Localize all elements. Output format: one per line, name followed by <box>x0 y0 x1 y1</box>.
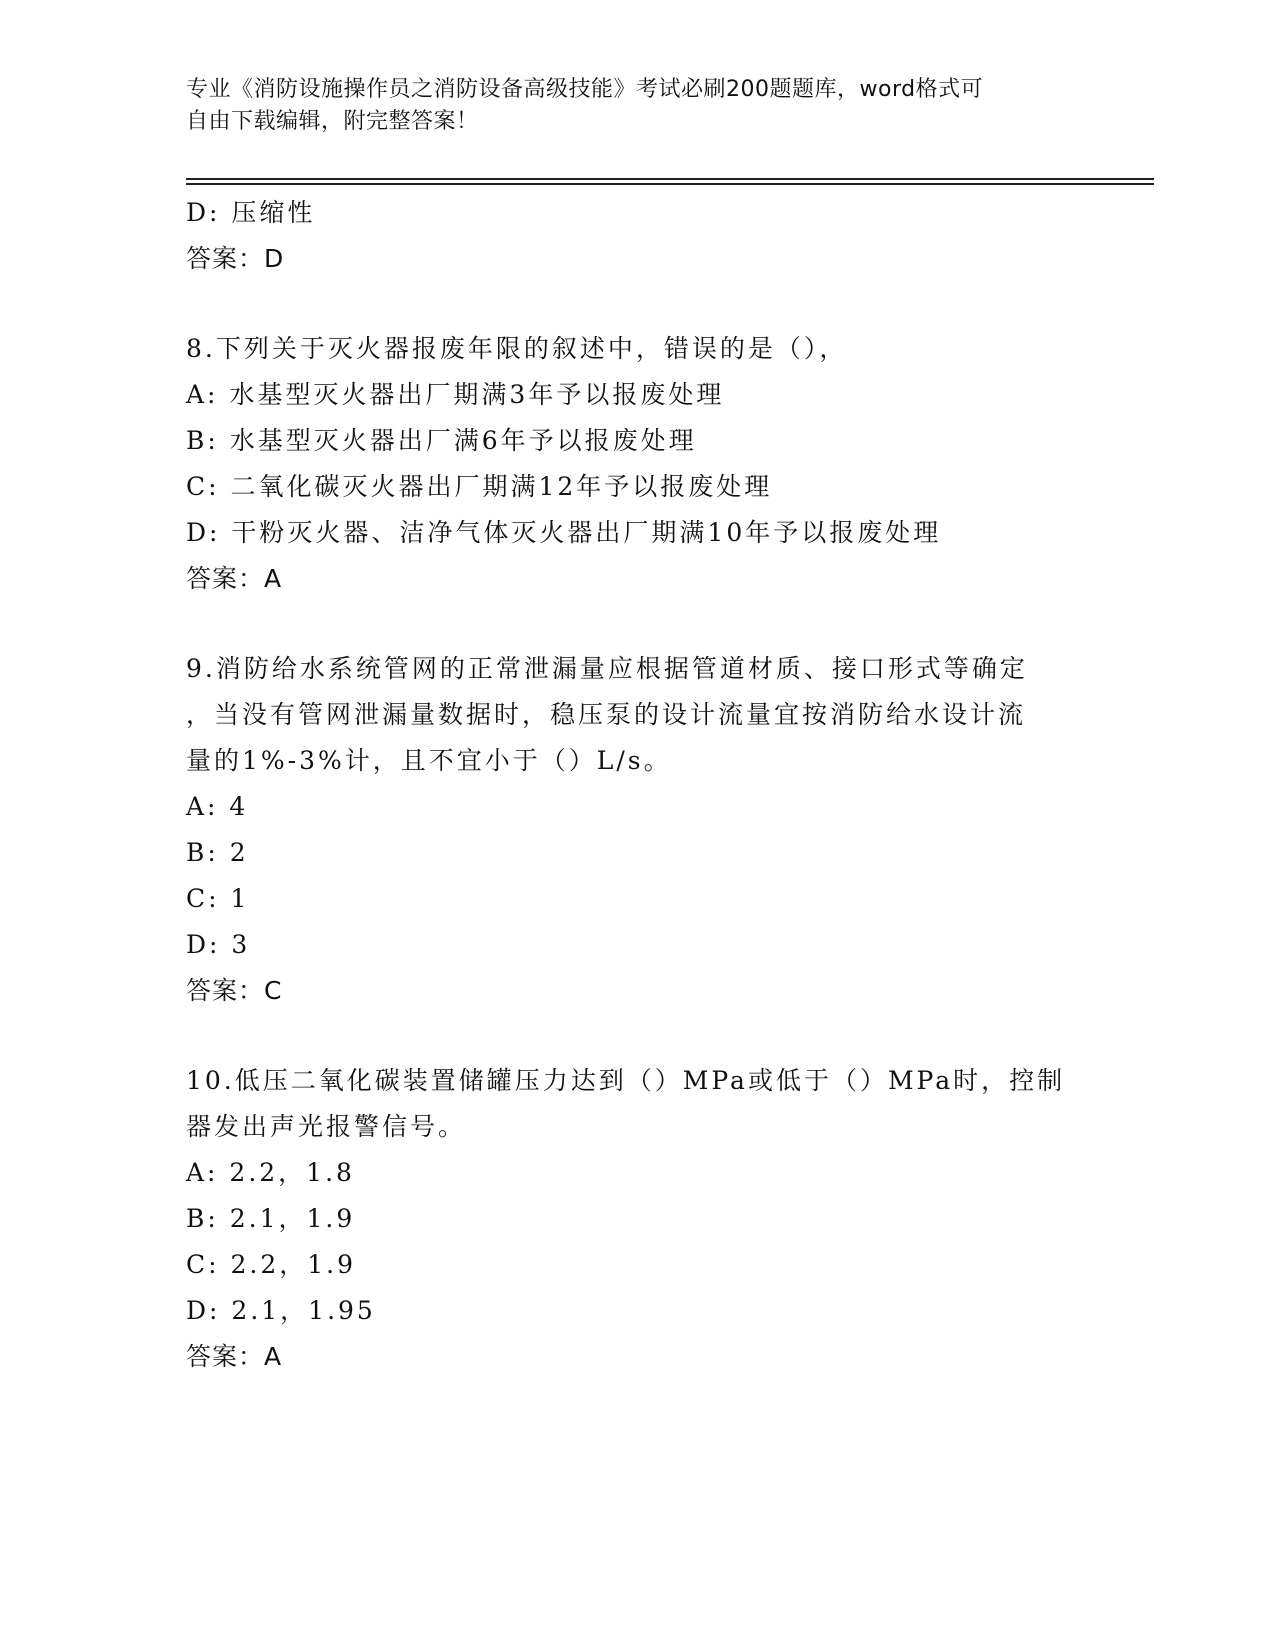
question-7-tail <box>186 190 1086 282</box>
answer-label: 答案：A <box>186 1342 283 1371</box>
question-8 <box>186 326 1086 602</box>
answer-label: 答案：C <box>186 976 283 1005</box>
option-d: D: 干粉灭火器、洁净气体灭火器出厂期满10年予以报废处理 <box>186 518 942 547</box>
option-d: D: 3 <box>186 930 251 959</box>
question-9 <box>186 646 1086 1014</box>
option-b: B: 2 <box>186 838 249 867</box>
question-stem: 8.下列关于灭火器报废年限的叙述中，错误的是（）， <box>186 334 848 363</box>
option-d: D: 2.1，1.95 <box>186 1296 376 1325</box>
option-c: C: 2.2，1.9 <box>186 1250 357 1279</box>
option-b: B: 水基型灭火器出厂满6年予以报废处理 <box>186 426 697 455</box>
option-d: D: 压缩性 <box>186 198 316 227</box>
spacer <box>186 1014 1086 1058</box>
header-line-1: 专业《消防设施操作员之消防设备高级技能》考试必刷200题题库，word格式可 <box>186 77 984 102</box>
option-a: A: 水基型灭火器出厂期满3年予以报废处理 <box>186 380 725 409</box>
question-stem-line-1: 10.低压二氧化碳装置储罐压力达到（）MPa或低于（）MPa时，控制 <box>186 1066 1066 1095</box>
header-rule-bottom <box>186 183 1154 185</box>
answer-label: 答案：A <box>186 564 283 593</box>
question-list <box>186 190 1086 1380</box>
spacer <box>186 282 1086 326</box>
question-10 <box>186 1058 1086 1380</box>
option-a: A: 4 <box>186 792 249 821</box>
spacer <box>186 602 1086 646</box>
option-a: A: 2.2，1.8 <box>186 1158 355 1187</box>
option-b: B: 2.1，1.9 <box>186 1204 356 1233</box>
question-stem-line-3: 量的1%-3%计，且不宜小于（）L/s。 <box>186 746 672 775</box>
option-c: C: 二氧化碳灭火器出厂期满12年予以报废处理 <box>186 472 773 501</box>
document-header <box>186 74 1056 138</box>
header-rule-top <box>186 178 1154 180</box>
option-c: C: 1 <box>186 884 250 913</box>
header-line-2: 自由下载编辑，附完整答案！ <box>186 109 479 134</box>
question-stem-line-2: 器发出声光报警信号。 <box>186 1112 467 1141</box>
question-stem-line-1: 9.消防给水系统管网的正常泄漏量应根据管道材质、接口形式等确定 <box>186 654 1028 683</box>
answer-label: 答案：D <box>186 244 285 273</box>
question-stem-line-2: ，当没有管网泄漏量数据时，稳压泵的设计流量宜按消防给水设计流 <box>186 700 1027 729</box>
